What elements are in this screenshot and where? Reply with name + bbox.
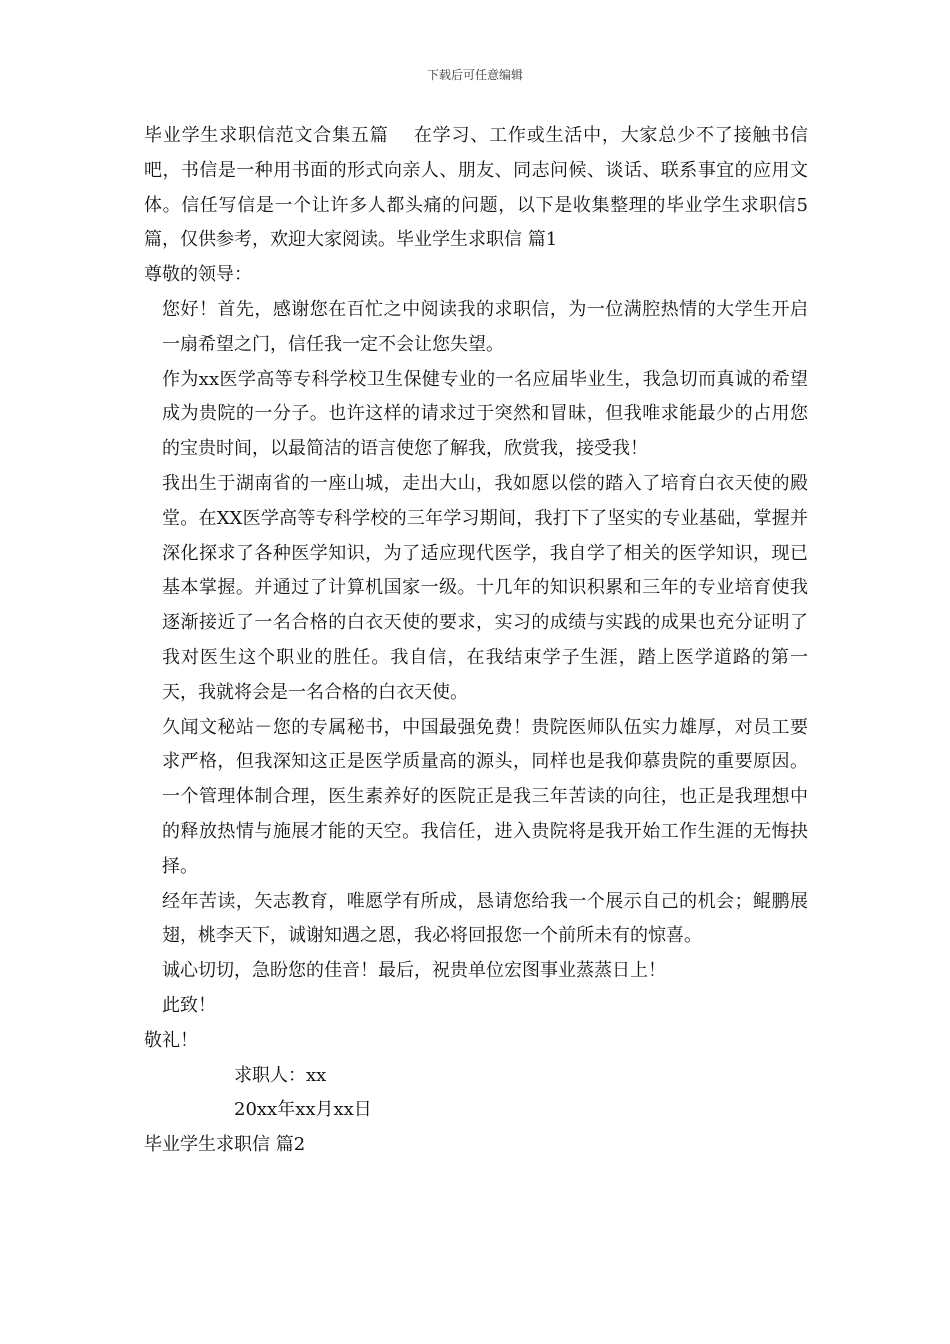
closing-line: 此致！ [162, 994, 216, 1016]
body-paragraph: 诚心切切，急盼您的佳音！最后，祝贵单位宏图事业蒸蒸日上！ [162, 960, 666, 982]
body-paragraph: 经年苦读，矢志教育，唯愿学有所成，恳请您给我一个展示自己的机会；鲲鹏展翅，桃李天下，诚谢知遇之恩，我必将回报您一个前所未有的惊喜。 [162, 890, 808, 947]
signature-date: 20xx年xx月xx日 [234, 1099, 372, 1121]
body-paragraph: 您好！首先，感谢您在百忙之中阅读我的求职信，为一位满腔热情的大学生开启一扇希望之门，信任我一定不会让您失望。 [162, 298, 808, 355]
closing-regards: 敬礼！ [144, 1029, 198, 1051]
body-paragraph: 我出生于湖南省的一座山城，走出大山，我如愿以偿的踏入了培育白衣天使的殿堂。在XX医学高等专科学校的三年学习期间，我打下了坚实的专业基础，掌握并深化探求了各种医学知识，为了适应现代医学，我自学了相关的医学知识，现已基本掌握。并通过了计算机国家一级。十几年的知识积累和三年的专业培育使我逐渐接近了一名合格的白衣天使的要求，实习的成绩与实践的成果也充分证明了我对医生这个职业的胜任。我自信，在我结束学子生涯，踏上医学道路的第一天，我就将会是一名合格的白衣天使。 [162, 472, 808, 703]
intro-paragraph: 毕业学生求职信范文合集五篇 在学习、工作或生活中，大家总少不了接触书信吧，书信是一种用书面的形式向亲人、朋友、同志问候、谈话、联系事宜的应用文体。信任写信是一个让许多人都头痛的问题，以下是收集整理的毕业学生求职信5篇，仅供参考，欢迎大家阅读。毕业学生求职信 篇1 [144, 125, 808, 251]
page-header: 下载后可任意编辑 [426, 68, 523, 82]
body-paragraph: 久闻文秘站－您的专属秘书，中国最强免费！贵院医师队伍实力雄厚，对员工要求严格，但我深知这正是医学质量高的源头，同样也是我仰慕贵院的重要原因。一个管理体制合理，医生素养好的医院正是我三年苦读的向往，也正是我理想中的释放热情与施展才能的天空。我信任，进入贵院将是我开始工作生涯的无悔抉择。 [162, 716, 808, 877]
body-paragraph: 作为xx医学高等专科学校卫生保健专业的一名应届毕业生，我急切而真诚的希望成为贵院的一分子。也许这样的请求过于突然和冒昧，但我唯求能最少的占用您的宝贵时间，以最简洁的语言使您了解我，欣赏我，接受我！ [162, 368, 808, 460]
document-body [144, 119, 808, 1163]
section-heading: 毕业学生求职信 篇2 [144, 1134, 306, 1156]
signature-name: 求职人：xx [234, 1064, 327, 1086]
salutation: 尊敬的领导： [144, 264, 252, 286]
